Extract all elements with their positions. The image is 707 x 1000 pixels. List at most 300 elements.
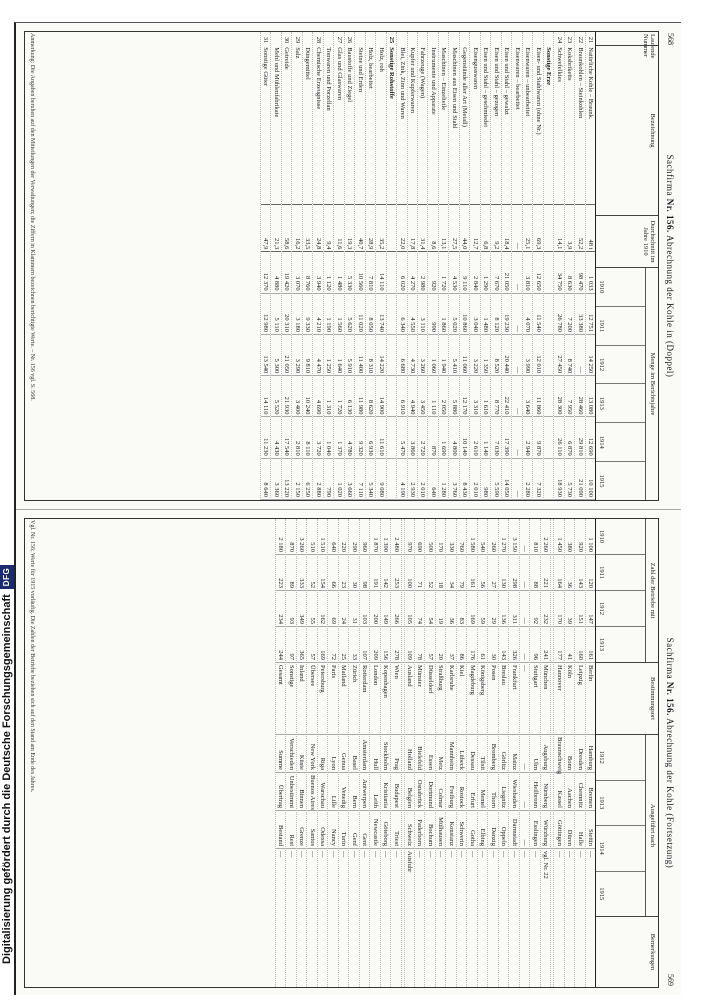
row-remark: — [437, 851, 445, 858]
row-value: 2 010 [470, 459, 479, 500]
row-count: 25 [339, 627, 348, 663]
header-dest-group [596, 735, 658, 917]
row-value [544, 335, 553, 376]
row-average: 58,6 [282, 204, 291, 253]
row-label: Holz, roh [377, 47, 385, 72]
row-dest-value: Metz [436, 735, 445, 773]
row-count: 37 [446, 627, 455, 663]
row-count: 89 [286, 555, 295, 591]
row-value: 10 140 [460, 417, 469, 458]
row-value: 3 400 [292, 376, 301, 417]
row-value: 5 880 [449, 376, 458, 417]
row-value: 10 560 [355, 252, 364, 293]
row-value: 1 480 [481, 294, 490, 335]
row-destination: Münster [415, 663, 424, 735]
row-dest-value: Schwerin [457, 811, 466, 849]
table-row [585, 519, 595, 987]
header-year: 1914 [596, 423, 645, 462]
row-destination: Paris [328, 663, 337, 735]
header-count-group [596, 519, 658, 663]
row-number: 21 [587, 36, 594, 44]
row-value: 98 470 [575, 252, 584, 293]
row-dest-value: Basel [349, 735, 358, 773]
row-value: 2 930 [408, 459, 417, 500]
row-value: 4 780 [345, 417, 354, 458]
row-dest-value: Düren [565, 811, 574, 849]
row-count: 176 [467, 627, 476, 663]
row-value: 18 930 [554, 459, 563, 500]
right-title-number: Nr. 156. [665, 681, 675, 716]
row-dest-value: Lyon [328, 735, 337, 773]
row-count: 2 480 [391, 519, 400, 555]
table-row [550, 519, 553, 987]
row-dest-value [402, 735, 404, 773]
row-average: 52,2 [575, 204, 584, 253]
row-destination [551, 663, 553, 735]
row-remark: — [531, 851, 539, 858]
row-count: 20 [436, 627, 445, 663]
row-dest-value: Stockholm [381, 735, 390, 773]
row-dest-value: Genf [349, 811, 358, 849]
row-count: 27 [488, 555, 497, 591]
row-value: 4 070 [523, 294, 532, 335]
row-dest-value: Göttingen [554, 811, 563, 849]
table-row [428, 32, 438, 500]
row-count [402, 627, 404, 663]
row-value: 4 690 [313, 376, 322, 417]
row-average: 18,4 [502, 204, 511, 253]
row-number: 31 [262, 36, 270, 44]
right-title-word: Sachfirma [665, 637, 675, 680]
row-dest-value: Konstanz [446, 811, 455, 849]
row-value: 28 460 [575, 376, 584, 417]
row-dest-value: Warschau [318, 773, 327, 811]
row-average: 8,6 [429, 204, 438, 253]
row-value: 1 690 [439, 417, 448, 458]
row-destination: Königsberg [478, 663, 487, 735]
row-dest-value: Schweiz [405, 811, 414, 849]
row-dest-value: Amsterdam [360, 735, 369, 773]
row-dest-value: Küste [297, 735, 306, 773]
row-count: 147 [586, 591, 595, 627]
row-count: 78 [415, 627, 424, 663]
table-row [291, 32, 301, 500]
row-value: 11 610 [376, 417, 385, 458]
row-value: 13 740 [376, 294, 385, 335]
row-count: 149 [381, 591, 390, 627]
row-dest-value: Hull [370, 735, 379, 773]
row-count: 1 870 [370, 519, 379, 555]
row-remark: — [371, 851, 379, 858]
table-row [574, 32, 584, 500]
dfg-banner [0, 22, 14, 994]
row-dest-value: Memel [478, 773, 487, 811]
row-value: 11 860 [533, 376, 542, 417]
row-destination: London [370, 663, 379, 735]
row-count: 74 [415, 591, 424, 627]
table-row [469, 32, 479, 500]
row-dest-value: Lille [328, 773, 337, 811]
row-remark: — [340, 851, 348, 858]
row-average: 25,1 [523, 204, 532, 253]
row-value: 5 330 [345, 252, 354, 293]
row-destination: Straßburg [436, 663, 445, 735]
row-value: 5 470 [397, 417, 406, 458]
row-remark: — [587, 851, 594, 858]
row-dest-value: Gent [360, 811, 369, 849]
row-dest-value: Nancy [328, 811, 337, 849]
row-label: Tonwaren und Porzellan [325, 47, 333, 111]
header-year: 1913 [596, 384, 645, 423]
row-number [449, 32, 458, 45]
row-count: 71 [415, 555, 424, 591]
row-dest-value [551, 811, 553, 849]
row-count: 170 [554, 591, 563, 627]
row-value: 1 350 [481, 335, 490, 376]
row-value: 2 940 [523, 417, 532, 458]
row-dest-value: Budapest [391, 773, 400, 811]
row-label: Sonstige Güter [262, 47, 270, 87]
row-value: 5 620 [345, 294, 354, 335]
row-number: 29 [293, 36, 301, 44]
row-value [544, 252, 553, 293]
row-dest-value: Riga [318, 735, 327, 773]
row-destination: Stuttgart [530, 663, 539, 735]
row-dest-value: Freiburg [446, 773, 455, 811]
row-value: 3 660 [345, 459, 354, 500]
table-row [543, 32, 553, 500]
row-destination: — [520, 663, 529, 735]
row-count: 380 [565, 519, 574, 555]
row-value: 28 300 [554, 376, 563, 417]
row-value: 17 390 [502, 417, 511, 458]
row-value: 2 280 [523, 459, 532, 500]
right-table-header [595, 519, 658, 987]
header-year: 1913 [598, 638, 606, 651]
row-count: 278 [391, 627, 400, 663]
row-value: 8 640 [261, 459, 270, 500]
left-page [16, 23, 681, 509]
row-value: 26 110 [554, 417, 563, 458]
row-dest-value: Verschieden [286, 735, 295, 773]
row-value: 980 [481, 459, 490, 500]
row-destination: Düsseldorf [426, 663, 435, 735]
row-count: 56 [478, 555, 487, 591]
row-average: 16,2 [292, 204, 301, 253]
row-number [429, 32, 438, 45]
row-dest-value: Mainz [509, 735, 518, 773]
row-value [387, 294, 396, 335]
table-row [270, 32, 280, 500]
row-value: 9 810 [303, 335, 312, 376]
right-title-tail: Abrechnung der Kohle (Fortsetzung) [665, 718, 675, 869]
table-row [585, 32, 595, 500]
row-dest-value: Antwerpen [360, 773, 369, 811]
table-row [519, 519, 529, 987]
row-value: 1 720 [439, 252, 448, 293]
row-remark: — [576, 851, 584, 858]
row-average: 48 t [586, 204, 595, 253]
row-count: 98 [360, 555, 369, 591]
row-value: 12 370 [261, 252, 270, 293]
table-row [438, 32, 448, 500]
row-value: 14 110 [261, 376, 270, 417]
row-count: 234 [276, 591, 285, 627]
row-label: Braunkohlen – Steinkohlen [576, 47, 584, 119]
row-count: 59 [478, 591, 487, 627]
row-destination: Mailand [339, 663, 348, 735]
row-remark: — [566, 851, 574, 858]
row-value: 11 060 [460, 335, 469, 376]
row-count: 209 [370, 627, 379, 663]
row-value: 9 320 [355, 417, 364, 458]
row-value: 7 950 [565, 376, 574, 417]
header-year: 1912 [596, 346, 645, 385]
row-dest-value: Triest [391, 811, 400, 849]
header-dest-year: 1913 [596, 781, 645, 827]
row-value: 12 751 [586, 294, 595, 335]
row-dest-value [551, 735, 553, 773]
row-value: 3 360 [271, 459, 280, 500]
row-dest-value: Paderborn [415, 811, 424, 849]
row-number [523, 32, 532, 45]
row-count: 244 [276, 627, 285, 663]
row-value: 1 120 [324, 252, 333, 293]
row-count: 1 100 [586, 519, 595, 555]
row-remark: — [298, 851, 306, 858]
row-count: 191 [370, 555, 379, 591]
row-value: 20 440 [502, 335, 511, 376]
row-number: 30 [283, 36, 291, 44]
row-number: 27 [335, 36, 343, 44]
row-value: 3 110 [418, 294, 427, 335]
row-value: 1 640 [334, 335, 343, 376]
row-value: 2 880 [313, 459, 322, 500]
row-value: 13 080 [586, 376, 595, 417]
row-count: 164 [554, 555, 563, 591]
row-average: 6,8 [481, 204, 490, 253]
row-value: 12 170 [460, 376, 469, 417]
row-dest-value: Turin [339, 811, 348, 849]
row-value: 1 560 [334, 294, 343, 335]
left-page-number: 568 [666, 33, 675, 45]
row-count: 30 [349, 555, 358, 591]
table-row [354, 32, 364, 500]
row-value: 33 380 [575, 294, 584, 335]
row-count: 100 [405, 555, 414, 591]
row-count: 142 [381, 555, 390, 591]
row-remark: — [392, 851, 400, 858]
row-remark: — [521, 851, 529, 858]
row-count: 349 [297, 591, 306, 627]
row-count: 1 580 [467, 519, 476, 555]
row-dest-value: Esslingen [530, 811, 539, 849]
row-dest-value: Buenos Aires [308, 775, 316, 810]
row-average: 33,5 [303, 204, 312, 253]
table-row [306, 519, 316, 987]
row-dest-value: Genua [339, 735, 348, 773]
row-remark: — [510, 851, 518, 858]
row-dest-value: Bern [349, 773, 358, 811]
row-value: 8 740 [565, 335, 574, 376]
row-count: 253 [391, 555, 400, 591]
row-count: 161 [586, 627, 595, 663]
row-remark: — [416, 851, 424, 858]
row-value: 20 310 [282, 294, 291, 335]
row-count: 96 [530, 627, 539, 663]
row-dest-value: Stettin [586, 811, 595, 849]
row-count: 69 [328, 591, 337, 627]
table-row [529, 519, 539, 987]
row-count: 960 [360, 519, 369, 555]
row-count: 54 [426, 591, 435, 627]
row-count: 107 [360, 627, 369, 663]
row-remark: — [329, 851, 337, 858]
row-value: 5 300 [271, 335, 280, 376]
row-value: 10 860 [460, 294, 469, 335]
row-value: 8 120 [491, 294, 500, 335]
row-label: Salz [293, 47, 301, 59]
row-number: 25 [388, 36, 396, 44]
header-year: 1910 [596, 268, 645, 307]
row-dest-value: — [520, 773, 529, 811]
table-row [456, 519, 466, 987]
row-count: 18 [436, 555, 445, 591]
row-destination: Breslau [499, 663, 508, 735]
row-count: — [520, 591, 529, 627]
row-dest-value: — [520, 811, 529, 849]
row-remark: — [500, 851, 508, 858]
header-dest: Bestimmungsort [596, 663, 658, 735]
row-value: 1 720 [334, 376, 343, 417]
row-dest-value: Danzig [488, 811, 497, 849]
row-value: 1 290 [481, 252, 490, 293]
row-value: 5 730 [565, 459, 574, 500]
row-value: 1 140 [481, 417, 490, 458]
row-destination: Köln [565, 663, 574, 735]
row-value: 3 450 [418, 376, 427, 417]
row-value: 2 720 [418, 417, 427, 458]
row-value: 19 230 [502, 294, 511, 335]
row-destination: Kiel [457, 663, 466, 735]
row-value [387, 335, 396, 376]
row-value: 11 400 [355, 335, 364, 376]
row-value: — [512, 294, 521, 335]
table-row [312, 32, 322, 500]
row-count: 52 [307, 555, 316, 591]
table-row [414, 519, 424, 987]
row-count: 510 [307, 519, 316, 555]
row-count: 61 [478, 627, 487, 663]
row-dest-value: Summe [276, 735, 285, 773]
row-value: 920 [429, 252, 438, 293]
row-average: 21,3 [271, 204, 280, 253]
row-label: Baustoffe und Ziegel [346, 47, 354, 103]
row-value: 21 930 [282, 376, 291, 417]
row-value: 3 310 [470, 376, 479, 417]
row-value: 3 990 [523, 335, 532, 376]
row-dest-value: Lübeck [457, 735, 466, 773]
row-value: 3 220 [470, 335, 479, 376]
row-number [271, 32, 280, 45]
row-value: 2 840 [470, 252, 479, 293]
left-title-number: Nr. 156. [665, 198, 675, 233]
row-value [544, 294, 553, 335]
table-row [327, 519, 337, 987]
row-label: Maschinen aus Eisen und Stahl [450, 47, 458, 129]
row-value [387, 417, 396, 458]
table-row [564, 519, 574, 987]
row-destination: Wien [391, 663, 400, 735]
row-count: 1 450 [554, 519, 563, 555]
row-count: 143 [499, 627, 508, 663]
row-count: 31 [349, 591, 358, 627]
row-count: 39 [565, 591, 574, 627]
row-remark: — [382, 851, 390, 858]
row-remark: — [479, 851, 487, 858]
row-dest-value: Bestand [276, 811, 285, 849]
header-year: 1911 [596, 555, 645, 591]
row-value: 2 980 [418, 252, 427, 293]
row-count: 223 [276, 555, 285, 591]
row-dest-value: Belgien [405, 773, 414, 811]
row-dest-value: Augsburg [541, 735, 550, 773]
row-count [402, 519, 404, 555]
left-table [24, 31, 659, 501]
row-destination: Frankfurt [509, 663, 518, 735]
row-dest-value: Venedig [339, 773, 348, 811]
row-count: 241 [541, 627, 550, 663]
row-value: 6 130 [345, 376, 354, 417]
row-value: 29 810 [575, 417, 584, 458]
left-table-body [260, 32, 595, 500]
row-number [439, 32, 448, 45]
row-count: 1 390 [381, 519, 390, 555]
row-label: Holz, bearbeitet [367, 47, 375, 89]
row-average: 44,0 [460, 204, 469, 253]
row-number [408, 32, 417, 45]
row-count: 34 [446, 555, 455, 591]
row-dest-value: Heilbronn [530, 773, 539, 811]
row-dest-value: Darmstadt [509, 811, 518, 849]
row-count: 36 [446, 591, 455, 627]
table-row [480, 32, 490, 500]
row-number [481, 32, 490, 45]
row-dest-value: Kristiania [381, 773, 390, 811]
table-row [508, 519, 518, 987]
row-value: 8 630 [565, 252, 574, 293]
row-dest-value: Bonn [565, 735, 574, 773]
table-row [511, 32, 521, 500]
row-count: 1 510 [318, 519, 327, 555]
right-page-number: 569 [666, 974, 675, 986]
row-dest-value: Rest [286, 811, 295, 849]
row-value: 8 770 [491, 376, 500, 417]
row-value: 1 110 [429, 376, 438, 417]
row-destination: Übersee [307, 663, 316, 735]
row-value: 5 410 [449, 335, 458, 376]
row-label: Koksbriketts [566, 47, 574, 81]
row-value: 4 470 [313, 335, 322, 376]
row-label: Sonstige Erze [545, 47, 553, 86]
row-count [402, 555, 404, 591]
row-number [355, 32, 364, 45]
table-row [365, 32, 375, 500]
row-value: 7 670 [491, 252, 500, 293]
row-count: 36 [565, 555, 574, 591]
row-label: Chemische Erzeugnisse [314, 47, 322, 110]
row-count: 103 [360, 591, 369, 627]
